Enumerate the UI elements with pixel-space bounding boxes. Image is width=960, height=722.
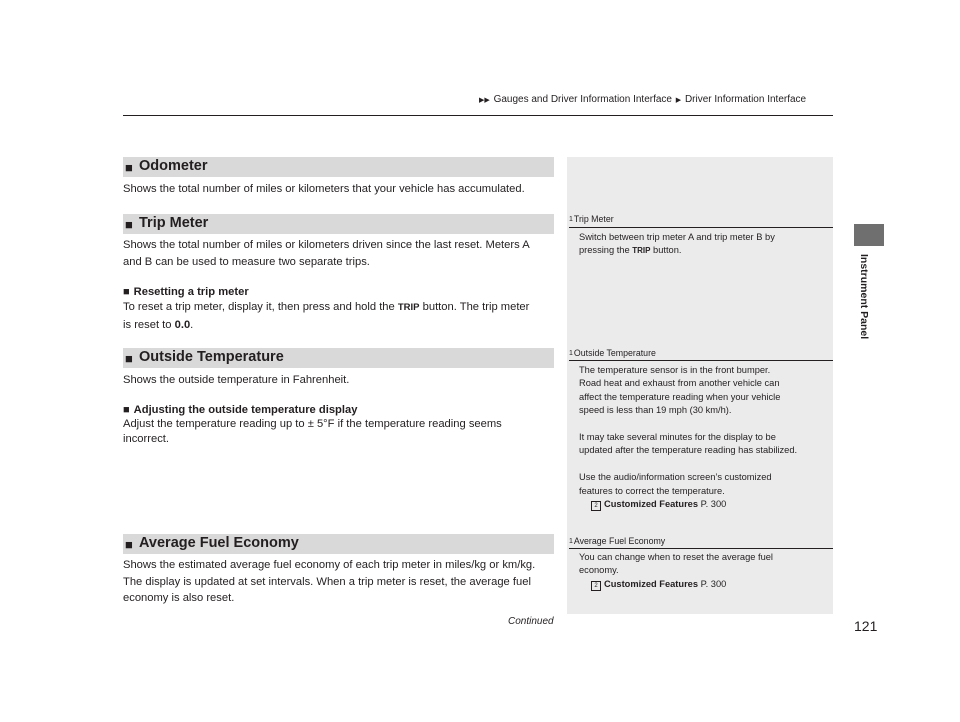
subsection-marker-icon: ■ [123,404,130,416]
section-marker-icon: ■ [125,537,133,552]
trip-meter-description: Shows the total number of miles or kilometers driven since the last reset. Meters A and B can be used to measure two separate trips. [123,239,530,268]
customized-features-link[interactable]: 2 Customized Features P. 300 [579,578,829,591]
note-average-fuel-economy-text: You can change when to reset the average fuel economy. 2 Customized Features P. 300 [579,551,829,591]
section-header-outside-temperature [123,348,554,368]
note-trip-meter-text: Switch between trip meter A and trip meter B by pressing the TRIP button. [579,232,775,256]
continued-label: Continued [508,616,554,627]
note-number: 1 [569,350,573,357]
section-title: Average Fuel Economy [139,535,299,551]
section-marker-icon: ■ [125,217,133,232]
avg-fuel-description: Shows the estimated average fuel economy of each trip meter in miles/kg or km/kg. The display is updated at set intervals. When a trip meter is reset, the average fuel economy is also reset. [123,559,536,604]
note-number: 1 [569,538,573,545]
note-divider [569,227,833,228]
note-divider [569,548,833,549]
outside-temp-description: Shows the outside temperature in Fahrenheit. [123,374,350,386]
odometer-description: Shows the total number of miles or kilometers that your vehicle has accumulated. [123,183,525,195]
section-header-odometer [123,157,554,177]
page-number: 121 [854,618,878,634]
breadcrumb-arrow-icon: ▶▶ [479,97,490,104]
temp-adjust-instructions: Adjust the temperature reading up to ± 5°F if the temperature reading seems incorrect. [123,418,502,445]
subheading-resetting-trip-meter: ■ Resetting a trip meter [123,286,249,298]
reset-value: 0.0 [174,318,191,331]
breadcrumb-separator-icon: ▶ [675,97,682,104]
breadcrumb [478,94,806,105]
trip-button-label: TRIP [397,302,420,313]
trip-reset-instructions: To reset a trip meter, display it, then press and hold the TRIP button. The trip meter is reset to 0.0. [123,301,530,331]
note-outside-temperature-text: The temperature sensor is in the front bumper. Road heat and exhaust from another vehicle can affect the temperature reading when your vehicle speed is less than 19 mph (30 km/h). It may take several minutes for the display to be updated after the temperature reading has stabilized. Use the audio/information screen’s customized features to correct the temperature. 2 Customized Features P. 300 [579,364,829,511]
note-heading-outside-temperature: 1Outside Temperature [569,348,656,358]
subheading-adjusting-temperature: ■ Adjusting the outside temperature display [123,404,358,416]
section-title: Odometer [139,158,208,174]
section-marker-icon: ■ [125,160,133,175]
note-heading-average-fuel-economy: 1Average Fuel Economy [569,536,666,546]
cross-reference-icon: 2 [591,501,601,511]
section-header-trip-meter [123,214,554,234]
note-number: 1 [569,216,573,223]
trip-button-label: TRIP [632,246,651,256]
customized-features-link[interactable]: 2 Customized Features P. 300 [579,498,829,511]
header-divider [123,115,833,116]
subsection-marker-icon: ■ [123,286,130,298]
section-header-average-fuel-economy [123,534,554,554]
chapter-tab [854,224,884,246]
note-divider [569,360,833,361]
breadcrumb-item-driver-info[interactable]: Driver Information Interface [684,94,807,105]
breadcrumb-item-gauges[interactable]: Gauges and Driver Information Interface [493,94,672,105]
section-marker-icon: ■ [125,351,133,366]
section-title: Trip Meter [139,215,209,231]
cross-reference-icon: 2 [591,581,601,591]
note-heading-trip-meter: 1Trip Meter [569,214,614,224]
section-title: Outside Temperature [139,349,284,365]
chapter-tab-label: Instrument Panel [858,254,870,340]
